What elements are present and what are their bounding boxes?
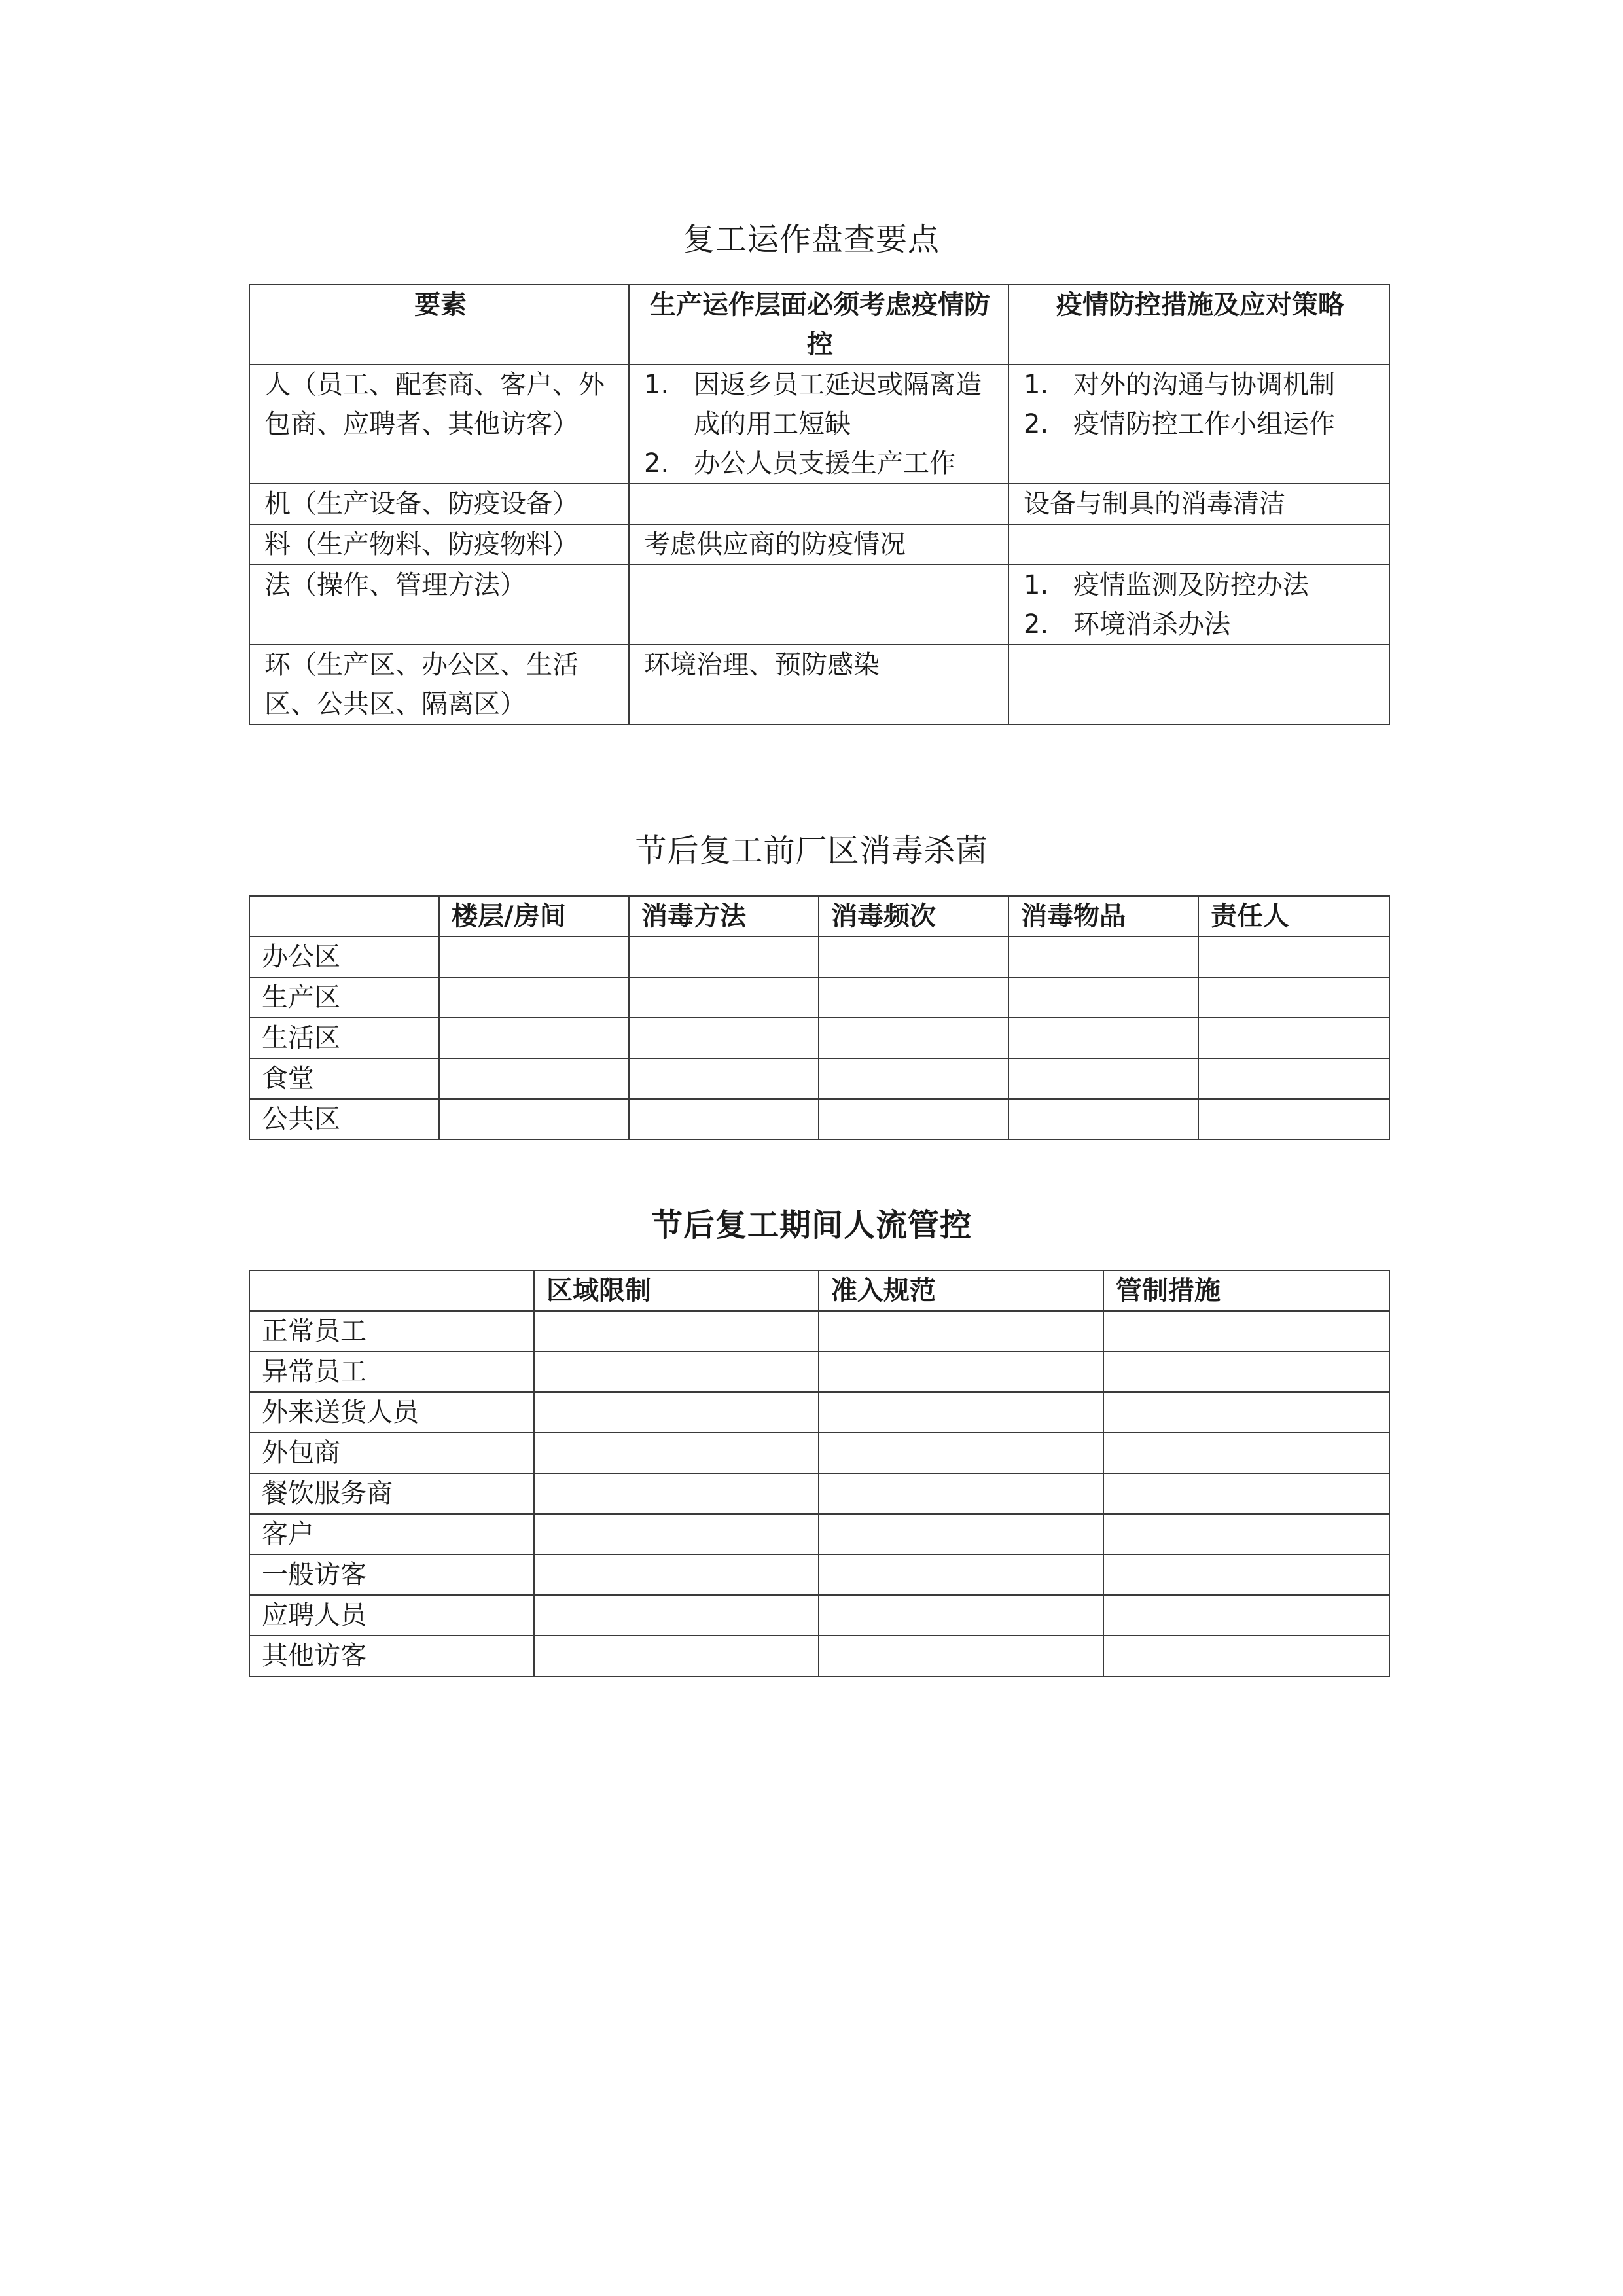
cell-measures: 设备与制具的消毒清洁 <box>1008 484 1389 524</box>
table-cell <box>1103 1514 1389 1554</box>
table-cell <box>819 1473 1103 1514</box>
row-label: 正常员工 <box>249 1311 534 1352</box>
table-header-row <box>249 896 1389 937</box>
table-cell <box>1198 937 1389 977</box>
header-control-measures: 管制措施 <box>1103 1270 1389 1311</box>
list-number: 1. <box>644 370 669 400</box>
table-cell <box>534 1311 819 1352</box>
table-row <box>249 1311 1389 1352</box>
table-cell <box>1198 977 1389 1018</box>
table-cell <box>1008 1018 1198 1058</box>
table-cell <box>819 977 1008 1018</box>
list-item <box>1024 605 1377 644</box>
row-label: 外包商 <box>249 1433 534 1473</box>
table-cell <box>534 1433 819 1473</box>
table-row <box>249 1554 1389 1595</box>
table-cell <box>534 1392 819 1433</box>
table-row <box>249 1099 1389 1139</box>
header-frequency: 消毒频次 <box>819 896 1008 937</box>
row-label: 一般访客 <box>249 1554 534 1595</box>
table-cell <box>819 1058 1008 1099</box>
measures-list <box>1024 365 1377 444</box>
table-row <box>249 977 1389 1018</box>
table-row <box>249 1018 1389 1058</box>
table-cell <box>819 1018 1008 1058</box>
table-cell <box>439 1099 629 1139</box>
table-cell <box>819 1595 1103 1636</box>
table-row <box>249 1595 1389 1636</box>
header-access-rules: 准入规范 <box>819 1270 1103 1311</box>
list-number: 1. <box>1024 570 1049 600</box>
list-item <box>644 444 996 483</box>
table-cell <box>534 1473 819 1514</box>
row-label: 食堂 <box>249 1058 439 1099</box>
table-cell <box>534 1554 819 1595</box>
cell-element: 机（生产设备、防疫设备） <box>249 484 629 524</box>
list-item <box>1024 404 1377 444</box>
table-row <box>249 1352 1389 1392</box>
table-cell <box>819 1352 1103 1392</box>
table-cell <box>1198 1058 1389 1099</box>
table-cell <box>819 1392 1103 1433</box>
table-cell <box>1103 1595 1389 1636</box>
section3-title: 节后复工期间人流管控 <box>651 1207 972 1244</box>
table-cell <box>819 1554 1103 1595</box>
header-element: 要素 <box>249 285 629 365</box>
table-cell <box>1008 1058 1198 1099</box>
cell-element: 环（生产区、办公区、生活区、公共区、隔离区） <box>249 645 629 725</box>
table-cell <box>1008 1099 1198 1139</box>
table-cell <box>439 937 629 977</box>
row-label: 应聘人员 <box>249 1595 534 1636</box>
header-production: 生产运作层面必须考虑疫情防控 <box>629 285 1008 365</box>
cell-measures <box>1008 565 1389 645</box>
table-row <box>249 1514 1389 1554</box>
table-cell <box>819 1311 1103 1352</box>
table-cell <box>1103 1352 1389 1392</box>
cell-element: 料（生产物料、防疫物料） <box>249 524 629 565</box>
list-number: 2. <box>1024 409 1049 439</box>
table-cell <box>439 977 629 1018</box>
row-label: 外来送货人员 <box>249 1392 534 1433</box>
cell-element: 人（员工、配套商、客户、外包商、应聘者、其他访客） <box>249 365 629 484</box>
table-cell <box>1008 937 1198 977</box>
cell-production <box>629 565 1008 645</box>
list-item <box>1024 365 1377 404</box>
header-supplies: 消毒物品 <box>1008 896 1198 937</box>
table-cell <box>819 1099 1008 1139</box>
header-blank <box>249 1270 534 1311</box>
production-list <box>644 365 996 483</box>
table-cell <box>819 937 1008 977</box>
row-label: 客户 <box>249 1514 534 1554</box>
measures-list <box>1024 565 1377 644</box>
disinfection-table <box>249 895 1390 1140</box>
header-blank <box>249 896 439 937</box>
table-cell <box>819 1433 1103 1473</box>
header-floor-room: 楼层/房间 <box>439 896 629 937</box>
table-row <box>249 565 1389 645</box>
table-row <box>249 1392 1389 1433</box>
table-row <box>249 524 1389 565</box>
cell-element: 法（操作、管理方法） <box>249 565 629 645</box>
table-cell <box>1103 1392 1389 1433</box>
list-item <box>1024 565 1377 605</box>
row-label: 异常员工 <box>249 1352 534 1392</box>
row-label: 生产区 <box>249 977 439 1018</box>
table-cell <box>534 1636 819 1676</box>
table-cell <box>629 1058 819 1099</box>
table-cell <box>1198 1018 1389 1058</box>
table-cell <box>819 1514 1103 1554</box>
table-row <box>249 937 1389 977</box>
table-cell <box>1198 1099 1389 1139</box>
row-label: 公共区 <box>249 1099 439 1139</box>
row-label: 餐饮服务商 <box>249 1473 534 1514</box>
cell-production <box>629 365 1008 484</box>
table-cell <box>1103 1636 1389 1676</box>
people-flow-table <box>249 1270 1390 1677</box>
table-cell <box>439 1058 629 1099</box>
header-method: 消毒方法 <box>629 896 819 937</box>
section1-title: 复工运作盘查要点 <box>683 221 940 258</box>
cell-production: 环境治理、预防感染 <box>629 645 1008 725</box>
cell-measures <box>1008 365 1389 484</box>
list-item <box>644 365 996 444</box>
list-text: 因返乡员工延迟或隔离造成的用工短缺 <box>694 370 982 439</box>
row-label: 办公区 <box>249 937 439 977</box>
table-cell <box>534 1514 819 1554</box>
cell-production: 考虑供应商的防疫情况 <box>629 524 1008 565</box>
table-cell <box>534 1352 819 1392</box>
header-area-restriction: 区域限制 <box>534 1270 819 1311</box>
section2-title: 节后复工前厂区消毒杀菌 <box>635 833 988 869</box>
table-row <box>249 484 1389 524</box>
table-cell <box>534 1595 819 1636</box>
row-label: 生活区 <box>249 1018 439 1058</box>
row-label: 其他访客 <box>249 1636 534 1676</box>
cell-measures <box>1008 524 1389 565</box>
table-row <box>249 365 1389 484</box>
table-cell <box>1103 1554 1389 1595</box>
list-text: 对外的沟通与协调机制 <box>1073 370 1335 400</box>
table-cell <box>439 1018 629 1058</box>
header-measures: 疫情防控措施及应对策略 <box>1008 285 1389 365</box>
table-cell <box>629 937 819 977</box>
table-cell <box>629 1018 819 1058</box>
cell-measures <box>1008 645 1389 725</box>
table-row <box>249 1636 1389 1676</box>
list-text: 办公人员支援生产工作 <box>694 448 955 478</box>
table-cell <box>819 1636 1103 1676</box>
table-header-row <box>249 1270 1389 1311</box>
table-cell <box>629 977 819 1018</box>
list-text: 环境消杀办法 <box>1073 609 1230 639</box>
table-row <box>249 645 1389 725</box>
list-number: 1. <box>1024 370 1049 400</box>
table-row <box>249 1473 1389 1514</box>
table-cell <box>1103 1473 1389 1514</box>
table-row <box>249 1433 1389 1473</box>
cell-production <box>629 484 1008 524</box>
list-number: 2. <box>1024 609 1049 639</box>
inspection-points-table <box>249 284 1390 725</box>
table-row <box>249 1058 1389 1099</box>
table-cell <box>629 1099 819 1139</box>
list-text: 疫情监测及防控办法 <box>1073 570 1309 600</box>
header-responsible: 责任人 <box>1198 896 1389 937</box>
table-cell <box>1008 977 1198 1018</box>
table-cell <box>1103 1311 1389 1352</box>
table-cell <box>1103 1433 1389 1473</box>
list-text: 疫情防控工作小组运作 <box>1073 409 1335 439</box>
table-header-row <box>249 285 1389 365</box>
list-number: 2. <box>644 448 669 478</box>
